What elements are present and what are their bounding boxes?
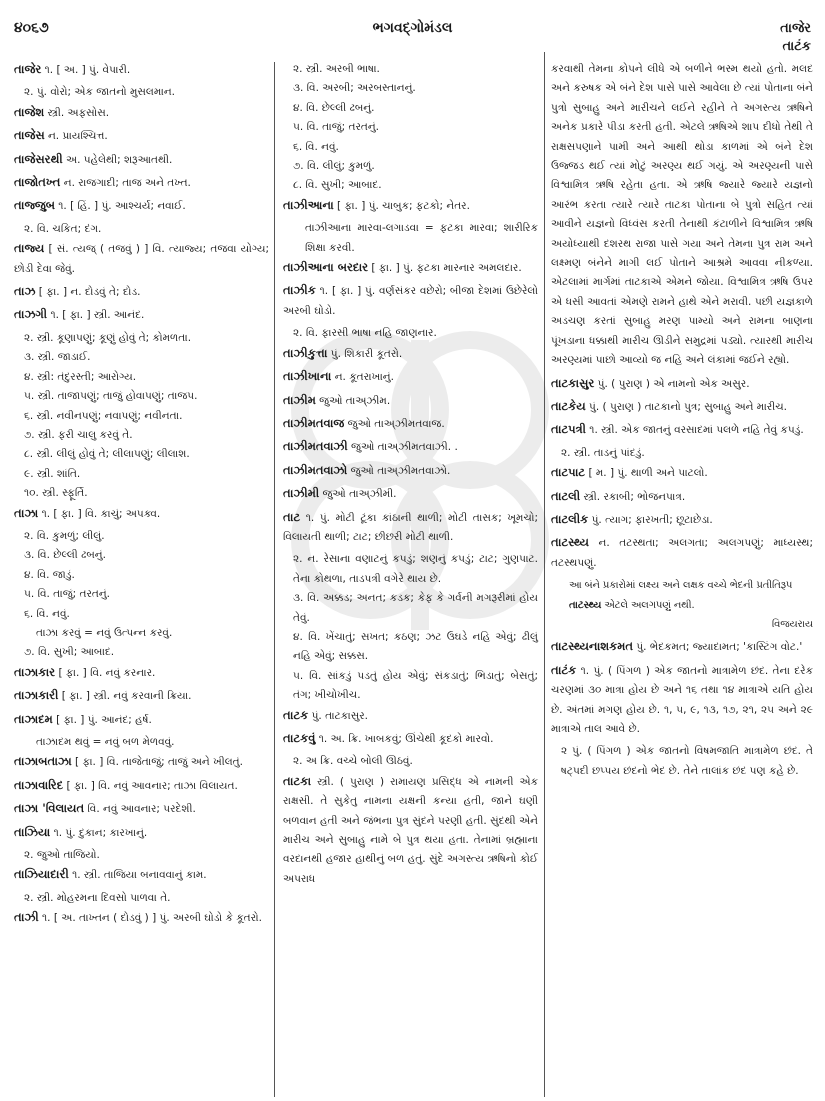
guide-words bbox=[780, 20, 811, 56]
dictionary-entry bbox=[14, 799, 269, 819]
headword: તાઝીમ bbox=[283, 392, 316, 407]
headword: તાટસ્થ્ય bbox=[551, 535, 589, 550]
definition: ન. રાજગાદી; તાજ અને તખ્ત. bbox=[60, 177, 191, 190]
definition: [ ફા. ] સ્ત્રી. નવું કરવાની ક્રિયા. bbox=[58, 690, 192, 703]
page-number: ૪૦૬૭ bbox=[14, 20, 49, 36]
sub-sense: ૮. સ્ત્રી. લીલું હોવું તે; લીલાપણું; લીલાશ. bbox=[24, 448, 190, 461]
sub-sense: ૨. સ્ત્રી. અરબી ભાષા. bbox=[293, 63, 380, 75]
definition: ૧. [ ફા. ] વિ. કાચું; અપક્વ. bbox=[38, 507, 161, 520]
citation-quote bbox=[551, 576, 813, 615]
dictionary-entry bbox=[551, 420, 813, 440]
headword: તાઝાકાર bbox=[14, 664, 56, 679]
dictionary-entry bbox=[283, 437, 538, 457]
headword: તાટક bbox=[283, 707, 309, 722]
headword: તાટકાસુર bbox=[551, 375, 595, 390]
dictionary-entry bbox=[283, 706, 538, 726]
sub-sense: ૩. સ્ત્રી. જાડાઈ. bbox=[24, 351, 91, 364]
sub-sense: ૬. સ્ત્રી. નવીનપણું; નવાપણું; નવીનતા. bbox=[24, 409, 183, 422]
definition: [ ફા. ] પું. આનંદ; હર્ષ. bbox=[52, 713, 152, 726]
headword: તાઝીમતવાજ bbox=[283, 415, 345, 430]
headword: તાઝીઆના bbox=[283, 197, 334, 212]
definition: ૧. [ ફા. ] પું. વર્ણસંકર વછેરો; બીજા દેશમાં ઉછેરેલો અરબી ઘોડો. bbox=[283, 285, 538, 317]
dictionary-entry bbox=[14, 305, 269, 325]
definition: સ્ત્રી. અફસોસ. bbox=[44, 106, 110, 119]
dictionary-entry bbox=[283, 484, 538, 504]
headword: તાજ્જુબ bbox=[14, 198, 55, 213]
sub-sense: ૩. વિ. અક્કડ; અનત; કડક; કેફ કે ગર્વની મગરૂરીમાં હોય તેવું. bbox=[293, 592, 538, 624]
dictionary-entry bbox=[14, 60, 269, 80]
definition: જુઓ તાઅ્ઝીમ. bbox=[315, 394, 391, 407]
headword: તાઝીમતવાઝો bbox=[283, 462, 348, 477]
definition: વિ. નવું આવનાર; પરદેશી. bbox=[84, 803, 196, 816]
dictionary-entry bbox=[14, 865, 269, 885]
column-1 bbox=[14, 60, 269, 932]
definition: પું. શિકારી કૂતરો. bbox=[327, 347, 403, 360]
sub-sense: ૪. વિ. છેલ્લી ઢબનું. bbox=[293, 101, 375, 114]
definition: ન. પ્રાયશ્ચિત્ત. bbox=[44, 130, 108, 143]
sub-sense: ૪. વિ. ખેંચાતું; સખત; કઠણ; ઝટ ઉઘડે નહિ એવું; ઢીલું નહિ એવું; સક્કસ. bbox=[293, 630, 538, 663]
dictionary-entry bbox=[14, 282, 269, 302]
dictionary-entry bbox=[551, 637, 813, 657]
dictionary-entry bbox=[14, 710, 269, 730]
book-title: ભગવદ્ગોમંડલ bbox=[372, 20, 453, 36]
headword: તાઝાકારી bbox=[14, 688, 59, 703]
headword: તાઝિયા bbox=[14, 824, 51, 839]
definition: સ્ત્રી. ( પુરાણ ) રામાયણ પ્રસિદ્ધ એ નામની એક રાક્ષસી. તે સુકેતુ નામના યક્ષની કન્યા હતી, જાને ઘણી બળવાન હતી અને જંભના પુત્ર સુંદને પરણી હતી. સુંદથી એને મારીચ અને સુબાહુ નામે બે પુત્ર થયા હતા. તેનામાં બ્રહ્માના વરદાનથી હજાર હાથીનું બળ હતું. સુંદે અગસ્ત્ય ઋષિનો કોઈ અપરાધ bbox=[283, 775, 538, 885]
usage-example: તાઝા કરવું = નવું ઉત્પન્ન કરવું. bbox=[36, 626, 173, 639]
sub-sense: ૯. સ્ત્રી. શાંતિ. bbox=[24, 467, 81, 480]
definition: જુઓ તાઅ્ઝીમતવાઝો. bbox=[347, 464, 451, 477]
dictionary-entry bbox=[283, 508, 538, 548]
dictionary-entry bbox=[283, 729, 538, 749]
sub-sense: ૫. વિ. તાજું; તરતનું. bbox=[24, 588, 111, 601]
sub-sense: ૨. વિ. ફારસી ભાષા નહિ જાણનાર. bbox=[293, 327, 437, 340]
dictionary-entry bbox=[14, 103, 269, 123]
dictionary-entry bbox=[551, 487, 813, 507]
definition: અ. પહેલેથી; શરૂઆતથી. bbox=[62, 153, 173, 166]
sub-sense: ૨. પું. વોરો; એક જાતનો મુસલમાન. bbox=[24, 86, 175, 99]
sub-sense: ૨. જુઓ તાજિયો. bbox=[24, 849, 100, 862]
headword: તાઝા bbox=[14, 505, 39, 520]
dictionary-entry bbox=[14, 908, 269, 928]
headword: તાઝી bbox=[14, 910, 39, 925]
dictionary-entry bbox=[14, 173, 269, 193]
headword: તાઝીમતવાઝી bbox=[283, 439, 348, 454]
definition: [ ફા. ] વિ. તાજેતાજું; તાજું અને ખીલતું. bbox=[71, 756, 243, 769]
dictionary-entry bbox=[14, 752, 269, 772]
sub-sense: ૨. ન. રેસાના વણાટનું કપડું; શણનું કપડું; ટાટ; ગુણપાટ. તેના કોથળા, તાડપત્રી વગેરે થાય છે. bbox=[293, 553, 538, 585]
definition: પું. તાટકાસુર. bbox=[308, 709, 368, 722]
dictionary-entry bbox=[551, 374, 813, 394]
headword: તાઝિયાદારી bbox=[14, 867, 69, 882]
column-3 bbox=[551, 60, 813, 781]
definition: [ સં. ત્યજ્ ( તજવું ) ] વિ. ત્યાજ્ય; તજવા યોગ્ય; છોડી દેવા જેવું. bbox=[14, 243, 269, 275]
column-divider bbox=[544, 52, 545, 1097]
quote-text: એટલે અલગપણું નથી. bbox=[601, 599, 695, 611]
continuation-paragraph: કરવાથી તેમના કોપને લીધે એ બળીને ભસ્મ થયો હતો. મલદ અને કરુષક એ બંને દેશ પાસે પાસે આવેલા છે ત્યાં પોતાના બંને પુત્રો સુબાહુ અને મારીચને લઈને રહીને તે અગસ્ત્ય ઋષિને અનેક પ્રકારે પીડા કરતી હતી. એટલે ઋષિએ શાપ દીધો તેથી તે રાક્ષસપણાને પામી અને આથી થોડા કાળમાં એ બંને દેશ ઉજ્જડ થઈ ત્યાં મોટું અરણ્ય થઈ ગયું. એ અરણ્યની પાસે વિશ્વામિત્ર ઋષિ રહેતા હતા. એ ઋષિ જ્યારે જ્યારે યજ્ઞનો આરંભ કરતા ત્યારે ત્યારે તાટકા પોતાના બે પુત્રો સહિત ત્યાં આવીને યજ્ઞનો વિધ્વંસ કરતી તેનાથી કંટાળીને વિશ્વામિત્ર ઋષિ અયોધ્યાથી દશરથ રાજા પાસે ગયા અને તેમના પુત્ર રામ અને લક્ષ્મણ બંનેને માગી લઈ પોતાને આશ્રમે આવવા નીકળ્યા. એટલામાં માર્ગમાં તાટકાએ એમને જોયા. વિશ્વામિત્ર ઋષિ ઉપર એ ધસી આવતાં એમણે રામને હાથે એને મરાવી. પછી યજ્ઞકાળે અડચણ કરતાં સુબાહુ મરણ પામ્યો અને રામના બાણના પૂંખડાના ધક્કાથી મારીચ ઊડીને સમુદ્રમાં પડ્યો. ત્યારથી મારીચ અરણ્યમાં પાછો આવ્યો જ નહિ અને લંકામાં જઈને રહ્યો. bbox=[551, 63, 813, 367]
dictionary-entry bbox=[551, 463, 813, 483]
definition: [ ફા. ] પું. ચાબુક; ફટકો; નેતર. bbox=[333, 199, 470, 212]
headword: તાટ bbox=[283, 509, 301, 524]
sub-sense: ૮. વિ. સુખી; આબાદ. bbox=[293, 179, 382, 192]
definition: [ ફા. ] વિ. નવું કરનાર. bbox=[55, 666, 156, 679]
dictionary-entry bbox=[283, 281, 538, 321]
sub-sense: ૭. વિ. સુખી; આબાદ. bbox=[24, 646, 115, 659]
quote-headword: તાટસ્થ્ય bbox=[569, 599, 602, 611]
sub-sense: ૬. વિ. નવું. bbox=[24, 607, 70, 620]
headword: તાજેશ bbox=[14, 104, 45, 119]
definition: ન. કૂતરાખાનું. bbox=[331, 371, 394, 384]
sub-sense: ૪. સ્ત્રી: તંદુરસ્તી; આરોગ્ય. bbox=[24, 370, 137, 383]
sub-sense: ૪. વિ. જાડું. bbox=[24, 568, 75, 581]
definition: ૧. પું. મોટી ટૂંકા કાંઠાની થાળી; મોટી તાસક; ખૂમચો; વિલાયતી થાળી; ટાટ; છીછરી મોટી થાળી. bbox=[283, 511, 538, 543]
sub-sense: ૧૦. સ્ત્રી. સ્ફૂર્તિ. bbox=[24, 487, 88, 500]
sub-sense: ૫. વિ. સાંકડું પડતું હોય એવું; સંકડાતું; ભિડાતું; બેસતું; તંગ; ખીચોખીચ. bbox=[293, 669, 538, 702]
dictionary-entry bbox=[14, 150, 269, 170]
sub-sense: ૩. વિ. અરબી; અરબસ્તાનનું. bbox=[293, 82, 416, 95]
sub-sense: ૫. સ્ત્રી. તાજાપણું; તાજું હોવાપણું; તાજપ. bbox=[24, 390, 198, 403]
definition: ૧. [ હિં. ] પું. આશ્ચર્ય; નવાઈ. bbox=[54, 200, 186, 213]
sub-sense: ૨. સ્ત્રી. કૂણાપણું; કૂણું હોવું તે; કોમળતા. bbox=[24, 331, 192, 344]
definition: ૧. સ્ત્રી. તાજિયા બનાવવાનું કામ. bbox=[68, 869, 207, 882]
sub-sense: ૬. વિ. નવું. bbox=[293, 140, 339, 153]
definition: ૧. [ અ. ] પું. વેપારી. bbox=[41, 64, 131, 76]
headword: તાઝીમી bbox=[283, 486, 320, 501]
dictionary-entry bbox=[551, 661, 813, 740]
headword: તાટકવું bbox=[283, 731, 316, 745]
headword: તાજેસરથી bbox=[14, 151, 63, 166]
headword: તાજેર bbox=[14, 62, 42, 76]
dictionary-entry bbox=[14, 504, 269, 524]
headword: તાઝાવારિદ bbox=[14, 777, 64, 792]
headword: તાઝીકુત્તા bbox=[283, 345, 328, 360]
sub-sense: ૨. સ્ત્રી. તાડનું પાંદડું. bbox=[561, 446, 645, 459]
definition: [ ફા. ] ન. દોડવું તે; દોડ. bbox=[35, 286, 141, 299]
headword: તાજેસ bbox=[14, 128, 45, 143]
dictionary-entry bbox=[283, 461, 538, 481]
sub-sense: ૭. વિ. લીલું; કુમળું. bbox=[293, 160, 375, 173]
quote-text: આ બંને પ્રકારોમાં લક્ષ્ય અને લક્ષક વચ્ચે ભેદની પ્રતીતિરૂપ bbox=[569, 580, 793, 592]
headword: તાટસ્થ્યનાશકમત bbox=[551, 639, 634, 654]
dictionary-entry bbox=[14, 126, 269, 146]
headword: તાઝા 'વિલાયત bbox=[14, 801, 85, 816]
definition: પું. ( પુરાણ ) એ નામનો એક અસુર. bbox=[594, 377, 750, 390]
dictionary-entry bbox=[14, 776, 269, 796]
headword: તાજ્ય bbox=[14, 241, 45, 256]
dictionary-entry bbox=[14, 196, 269, 216]
headword: તાઝીક bbox=[283, 283, 316, 298]
dictionary-entry bbox=[283, 196, 538, 216]
guide-word-last: તાટંક bbox=[782, 39, 811, 54]
definition: સ્ત્રી. રકાબી; ભોજનપાત્ર. bbox=[580, 490, 686, 503]
headword: તાટંક bbox=[551, 662, 577, 677]
definition: ૧. [ ફા. ] સ્ત્રી. આનંદ. bbox=[47, 309, 145, 322]
definition: ૧. પું. દુકાન; કારખાનું. bbox=[50, 826, 148, 839]
definition: જુઓ તાઅ્ઝીમી. bbox=[319, 488, 397, 501]
usage-example: તાઝીઆના મારવા-લગાડવા = ફટકા મારવા; શારીરિક શિક્ષા કરવી. bbox=[305, 222, 538, 254]
sub-sense: ૨ પું. ( પિંગળ ) એક જાતનો વિષમજાતિ માત્રામેળ છંદ. તે ષટ્પદી છપ્પય છંદનો ભેદ છે. તેને તાલાંક છંદ પણ કહે છે. bbox=[561, 745, 813, 777]
sub-sense: ૨. સ્ત્રી. મોહરમના દિવસો પાળવા તે. bbox=[24, 891, 171, 904]
headword: તાટલીક bbox=[551, 511, 589, 526]
dictionary-entry bbox=[14, 663, 269, 683]
sub-sense: ૭. સ્ત્રી. ફરી ચાલુ કરવું તે. bbox=[24, 428, 133, 441]
column-2 bbox=[283, 60, 538, 892]
dictionary-entry bbox=[283, 414, 538, 434]
definition: જુઓ તાઅ્ઝીમતવાઝી. . bbox=[347, 441, 458, 454]
headword: તાટકેય bbox=[551, 398, 586, 413]
definition: ૧. સ્ત્રી. એક જાતનું વરસાદમાં પલળે નહિ તેવું કપડું. bbox=[585, 424, 804, 437]
sub-sense: ૫. વિ. તાજું; તરતનું. bbox=[293, 121, 380, 134]
definition: [ ફા. ] પું. ફટકા મારનાર અમલદાર. bbox=[368, 262, 522, 275]
definition: ૧. પું. ( પિંગળ ) એક જાતનો માત્રામેળ છંદ. તેના દરેક ચરણમાં ૩૦ માત્રા હોય છે અને ૧૬ તથા ૧૪ માત્રાએ યતિ હોય છે. અંતમાં મગણ હોય છે. ૧, ૫, ૯, ૧૩, ૧૭, ૨૧, ૨૫ અને ૨૯ માત્રાએ તાલ આવે છે. bbox=[551, 664, 813, 735]
dictionary-entry bbox=[551, 510, 813, 530]
definition: પું. ભેદકમત; જ્યાદામત; 'કાસ્ટિંગ વોટ.' bbox=[633, 641, 803, 654]
dictionary-entry bbox=[283, 344, 538, 364]
column-3-entries bbox=[551, 374, 813, 574]
sub-sense: ૨. વિ. કુમળું; લીલું. bbox=[24, 529, 105, 542]
sub-sense: ૩. વિ. છેલ્લી ઢબનું. bbox=[24, 549, 106, 562]
guide-word-first: તાજેર bbox=[780, 21, 811, 36]
headword: તાટપત્રી bbox=[551, 422, 586, 437]
headword: તાઝાદમ bbox=[14, 711, 53, 726]
dictionary-entry bbox=[283, 391, 538, 411]
dictionary-entry bbox=[283, 258, 538, 278]
headword: તાઝીઆના બરદાર bbox=[283, 260, 369, 275]
definition: પું. ત્યાગ; ફારખતી; છૂટાછેડા. bbox=[588, 513, 713, 526]
usage-example: તાઝાદમ થવું = નવું બળ મેળવવું. bbox=[36, 736, 175, 748]
headword: તાટલી bbox=[551, 488, 581, 503]
column-3-entries-after bbox=[551, 637, 813, 781]
sub-sense: ૨. વિ. ચકિત; દંગ. bbox=[24, 222, 102, 235]
definition: જુઓ તાઅ્ઝીમતવાજ. bbox=[344, 417, 445, 430]
definition: [ મ. ] પું. થાળી અને પાટલો. bbox=[585, 467, 708, 480]
sub-sense: ૨. અ ક્રિ. વચ્ચે બોલી ઊઠવું. bbox=[293, 755, 413, 768]
dictionary-entry bbox=[283, 772, 538, 889]
dictionary-entry bbox=[14, 823, 269, 843]
headword: તાજોતખ્ત bbox=[14, 175, 61, 190]
definition: ૧. અ. ક્રિ. ખાબકવું; ઊંચેથી કૂદકો મારવો. bbox=[315, 733, 494, 745]
headword: તાઝગી bbox=[14, 307, 48, 322]
dictionary-entry bbox=[14, 239, 269, 279]
headword: તાઝાબતાઝા bbox=[14, 754, 72, 769]
quote-signature: વિજયરાય bbox=[771, 618, 813, 630]
headword: તાટકા bbox=[283, 773, 312, 788]
dictionary-entry bbox=[551, 397, 813, 417]
definition: [ ફા. ] વિ. નવું આવનાર; તાઝા વિલાયત. bbox=[63, 779, 238, 792]
column-divider bbox=[274, 62, 275, 1097]
dictionary-entry bbox=[283, 367, 538, 387]
dictionary-entry bbox=[14, 686, 269, 706]
definition: ન. તટસ્થતા; અલગતા; અલગપણું; માધ્યસ્થ; તટસ્થપણું. bbox=[551, 537, 813, 569]
headword: તાઝ bbox=[14, 284, 36, 299]
definition: ૧. [ અ. તાખ્તન ( દોડવું ) ] પું. અરબી ઘોડો કે કૂતરો. bbox=[38, 912, 263, 925]
headword: તાટપાટ bbox=[551, 465, 586, 480]
definition: પું. ( પુરાણ ) તાટકાનો પુત્ર; સુબાહુ અને મારીચ. bbox=[585, 400, 787, 413]
dictionary-entry bbox=[551, 533, 813, 573]
headword: તાઝીખાના bbox=[283, 369, 332, 384]
